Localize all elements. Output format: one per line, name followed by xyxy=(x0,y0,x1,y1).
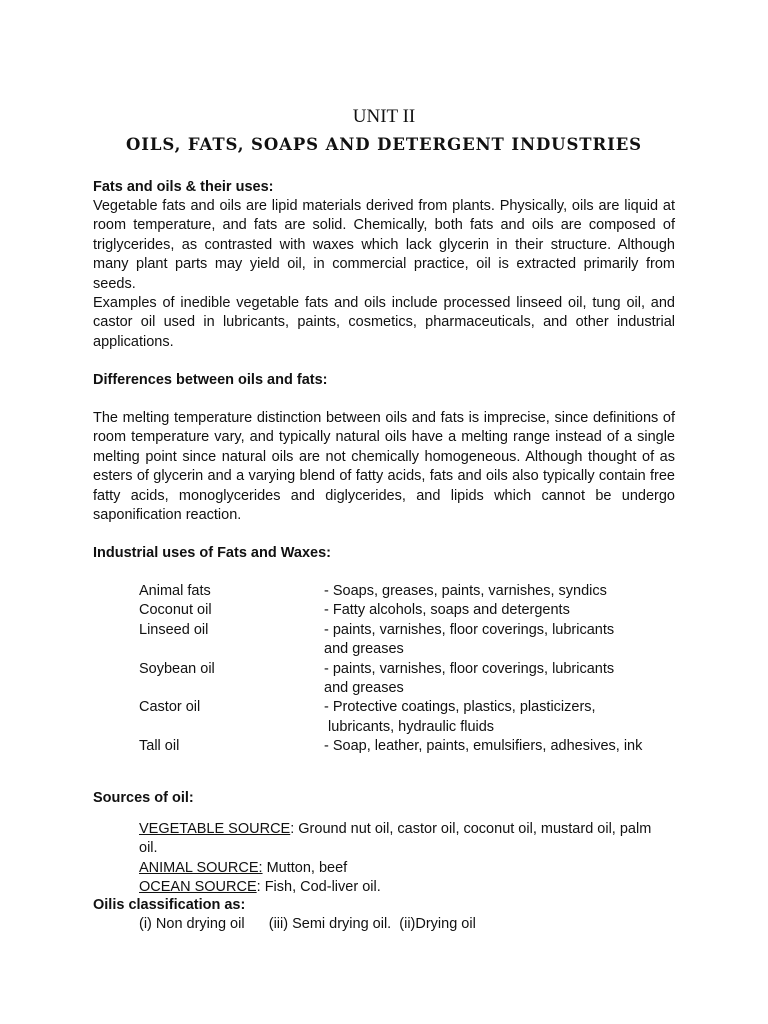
source-label: ANIMAL SOURCE: xyxy=(139,859,263,876)
use-description xyxy=(324,737,699,756)
use-description xyxy=(324,582,699,601)
source-label: OCEAN SOURCE xyxy=(139,879,257,896)
use-description xyxy=(324,660,699,699)
use-description-line: - Soap, leather, paints, emulsifiers, adhesives, ink xyxy=(324,738,643,755)
paragraph-inedible-examples: Examples of inedible vegetable fats and oils include processed linseed oil, tung oil, and castor oil used in lubricants, paints, cosmetics, pharmaceuticals, and other industrial applications. xyxy=(93,295,675,350)
section-heading-sources: Sources of oil: xyxy=(93,790,194,806)
use-name: Tall oil xyxy=(139,738,180,755)
use-row-soybean-oil xyxy=(139,660,699,699)
section-heading-classification: Oilis classification as: xyxy=(93,897,246,913)
source-label: VEGETABLE SOURCE xyxy=(139,821,291,837)
source-ocean xyxy=(139,878,659,897)
use-name: Castor oil xyxy=(139,699,201,716)
use-row-castor-oil xyxy=(139,698,699,737)
section-heading-differences: Differences between oils and fats: xyxy=(93,372,328,388)
source-animal xyxy=(139,859,659,878)
use-description xyxy=(324,601,699,620)
use-description-line: and greases xyxy=(324,641,404,658)
section-heading-industrial-uses: Industrial uses of Fats and Waxes: xyxy=(93,545,331,561)
section-heading-fats-oils-uses: Fats and oils & their uses: xyxy=(93,179,274,195)
source-text: : Ground nut oil, castor oil, coconut oil, mustard oil, palm oil. xyxy=(139,821,652,857)
source-vegetable xyxy=(139,820,659,859)
use-description-line: - paints, varnishes, floor coverings, lubricants xyxy=(324,660,615,677)
use-name: Animal fats xyxy=(139,583,211,599)
paragraph-differences: The melting temperature distinction between oils and fats is imprecise, since definitions of room temperature vary, and typically natural oils have a melting range instead of a single melting point since natural oils are not chemically homogeneous. Although thought of as esters of glycerin and a varying blend of fatty acids, fats and oils also typically contain free fatty acids, monoglycerides and diglycerides, and lipids which cannot be undergo saponification reaction. xyxy=(93,410,675,524)
use-name: Coconut oil xyxy=(139,602,212,619)
use-description-line: and greases xyxy=(324,680,404,697)
industrial-uses-table xyxy=(139,582,699,757)
source-text: : Fish, Cod-liver oil. xyxy=(256,879,381,896)
use-name: Linseed oil xyxy=(139,621,209,638)
use-description-line: - Soaps, greases, paints, varnishes, syndics xyxy=(324,583,607,599)
use-description xyxy=(324,698,699,737)
use-description-line: - Protective coatings, plastics, plasticizers, xyxy=(324,699,596,716)
source-text: Mutton, beef xyxy=(262,859,348,876)
use-description xyxy=(324,621,699,660)
use-row-coconut-oil xyxy=(139,601,699,620)
unit-label: UNIT II xyxy=(352,106,416,127)
use-row-linseed-oil xyxy=(139,621,699,660)
use-row-animal-fats xyxy=(139,582,699,601)
classification-list: (i) Non drying oil (iii) Semi drying oil. (ii)Drying oil xyxy=(139,916,476,932)
use-name: Soybean oil xyxy=(139,660,215,677)
use-description-line: - paints, varnishes, floor coverings, lubricants xyxy=(324,621,615,638)
sources-list xyxy=(139,820,659,898)
paragraph-fats-oils-definition: Vegetable fats and oils are lipid materials derived from plants. Physically, oils are liquid at room temperature, and fats are solid. Chemically, both fats and oils are composed of triglycerides, as contrasted with waxes which lack glycerin in their structure. Although many plant parts may yield oil, in commercial practice, oil is extracted primarily from seeds. xyxy=(93,198,675,292)
use-row-tall-oil xyxy=(139,737,699,756)
use-description-line: lubricants, hydraulic fluids xyxy=(324,718,495,735)
use-description-line: - Fatty alcohols, soaps and detergents xyxy=(324,602,570,619)
page-title: OILS, FATS, SOAPS AND DETERGENT INDUSTRIES xyxy=(126,135,642,154)
